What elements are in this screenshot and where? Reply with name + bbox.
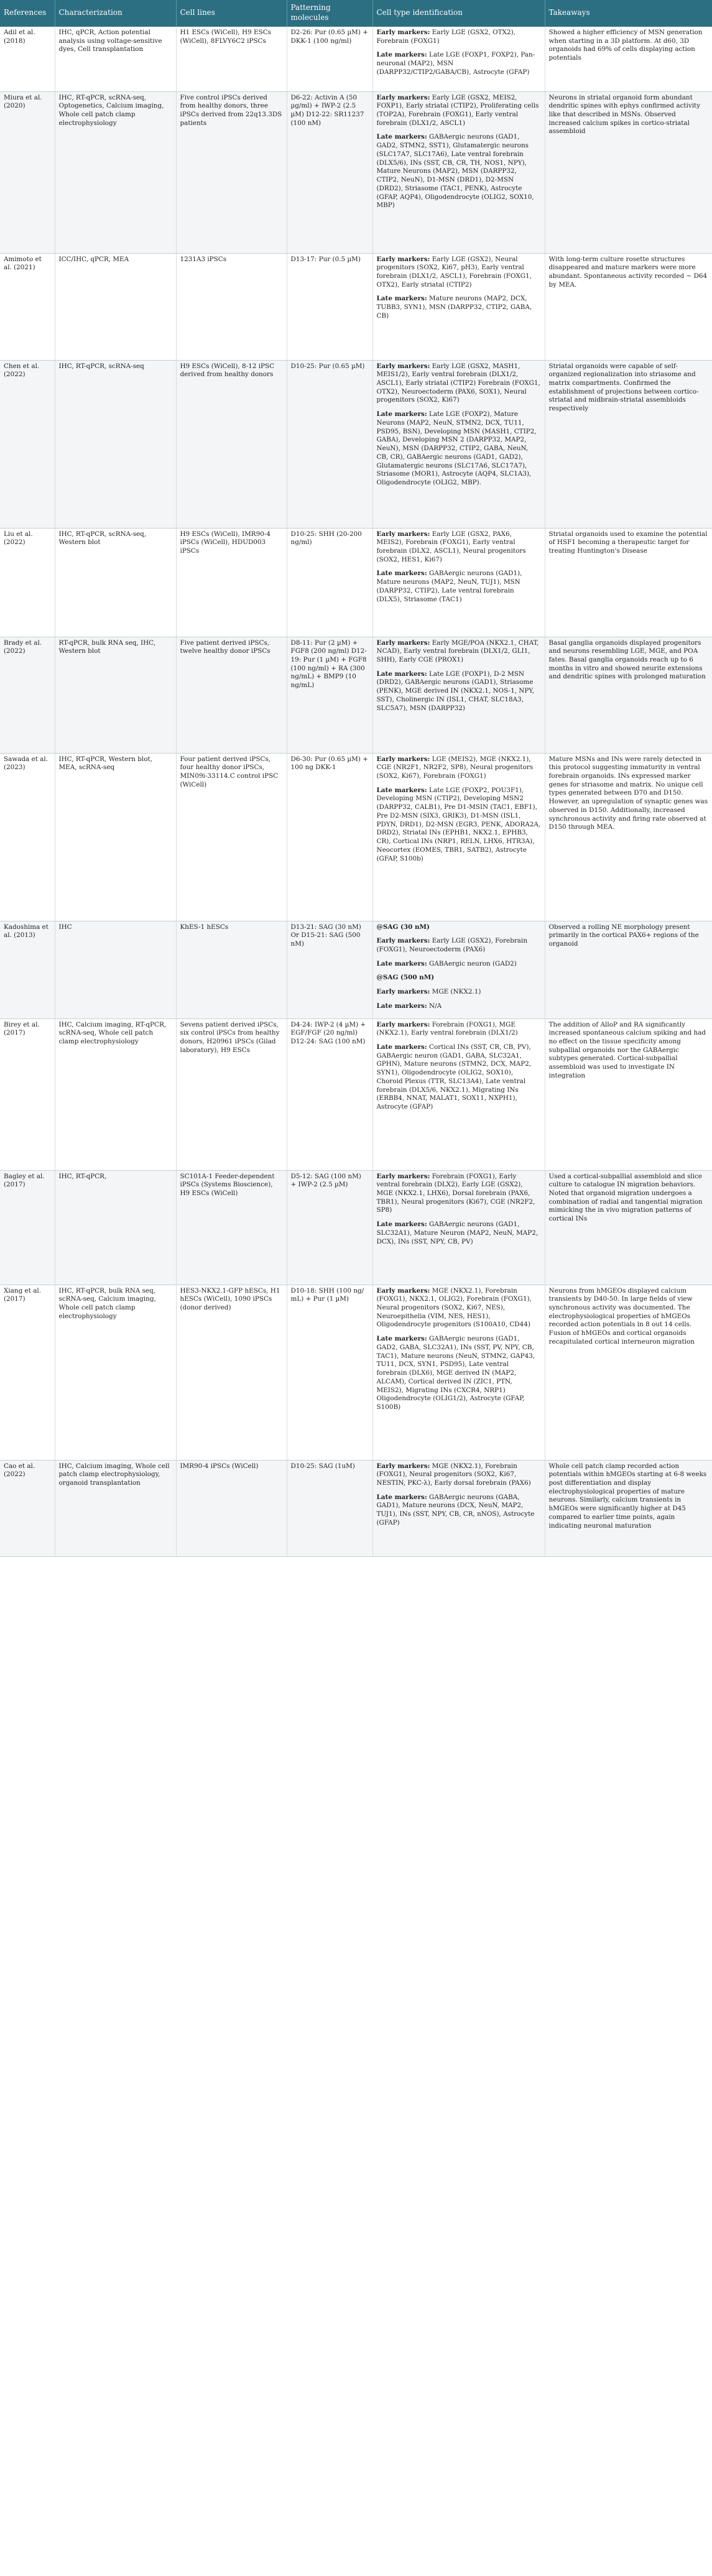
marker-label: Late markers:: [376, 1493, 427, 1501]
cell-type-cell: [372, 1170, 545, 1285]
reference-cell: Liu et al. (2022): [0, 528, 55, 637]
patterning-cell: D10-18: SHH (100 ng/ mL) + Pur (1 µM): [287, 1285, 372, 1460]
reference-cell: Amimoto et al. (2021): [0, 253, 55, 360]
marker-text: Early LGE (GSX2, OTX2), Forebrain (FOXG1): [376, 29, 516, 45]
takeaways-cell: Neurons from hMGEOs displayed calcium transients by D40-50. In large fields of view synchronous activity was documented. The electrophysiological properties of hMGEOs recorded action potentials in 8 out 14 cells. Fusion of hMGEOs and cortical organoids recapitulated cortical interneuron migration: [545, 1285, 712, 1460]
marker-paragraph: [377, 1002, 541, 1011]
marker-paragraph: [377, 295, 541, 320]
takeaways-cell: Mature MSNs and INs were rarely detected in this protocol suggesting immaturity in ventral forebrain organoids. INs expressed marker genes for striasome and matrix. No unique cell types generated between D70 and D150. However, an upregulation of synaptic genes was observed in D150. Additionally, increased synchronous activity and firing rate observed at D150 through MEA.: [545, 753, 712, 921]
table-body: [0, 27, 712, 1556]
characterization-cell: IHC, RT-qPCR, Western blot, MEA, scRNA-seq: [55, 753, 176, 921]
reference-cell: Chen et al. (2022): [0, 360, 55, 528]
marker-paragraph: [377, 1021, 541, 1038]
marker-paragraph: [377, 755, 541, 781]
patterning-cell: D5-12: SAG (100 nM) + IWP-2 (2.5 µM): [287, 1170, 372, 1285]
marker-paragraph: [377, 1493, 541, 1528]
reference-cell: Birey et al. (2017): [0, 1018, 55, 1170]
marker-label: Early markers:: [376, 988, 430, 996]
marker-text: Late LGE (FOXP2, POU3F1), Developing MSN (CTIP2), Developing MSN2 (DARPP32, CALB1), Pre D1-MSIN (TAC1, EBF1), Pre D2-MSN (SIX3, GRIK3), D1-MSN (ISL1, PDYN, DRD1), D2-MSN (EGR3, PENK, ADORA2A, DRD2), Striatal INs (EPHB1, NKX2.1, EPHB3, CR), Cortical INs (NRP1, RELN, LHX6, HTR3A), Neocortex (EOMES, TBR1, SATB2), Astrocyte (GFAP, S100b): [376, 786, 541, 862]
marker-text: Forebrain (FOXG1), Early ventral forebrain (DLX2), Early LGE (GSX2), MGE (NKX2.1, LHX6), Dorsal forebrain (PAX6, TBR1), Neural progenitors (Ki67), CGE (NR2F2, SP8): [376, 1172, 535, 1214]
marker-paragraph: [377, 1221, 541, 1246]
table-row: [0, 921, 712, 1018]
characterization-cell: RT-qPCR, bulk RNA seq, IHC, Western blot: [55, 637, 176, 753]
patterning-cell: D13-21: SAG (30 nM) Or D15-21: SAG (500 nM): [287, 921, 372, 1018]
marker-text: GABAergic neurons (GAD1, GAD2, STMN2, SST1), Glutamatergic neurons (SLC17A7, SLC17A6), Late ventral forebrain (DLX5/6), INs (SST, CB, CR, TH, NOS1, NPY), Mature Neurons (MAP2), MSN (DARPP32, CTIP2, NeuN), D1-MSN (DRD1), D2-MSN (DRD2), Striasome (TAC1, PENK), Astrocyte (GFAP, AQP4), Oligodendrocyte (OLIG2, SOX10, MBP): [376, 133, 534, 210]
takeaways-cell: Used a cortical-subpallial assembloid and slice culture to catalogue IN migration behaviors. Noted that organoid migration undergoes a combination of radial and tangential migration mimicking the in vivo migration patterns of cortical INs: [545, 1170, 712, 1285]
marker-paragraph: [377, 94, 541, 128]
reference-cell: Kadoshima et al. (2013): [0, 921, 55, 1018]
patterning-cell: D4-24: IWP-2 (4 µM) + EGF/FGF (20 ng/ml) D12-24: SAG (100 nM): [287, 1018, 372, 1170]
marker-label: Early markers:: [376, 639, 430, 647]
cell-lines-cell: H9 ESCs (WiCell), IMR90-4 iPSCs (WiCell), HDUD003 iPSCs: [176, 528, 287, 637]
header-cell-type-identification: Cell type identification: [372, 0, 545, 27]
cell-type-cell: [372, 1285, 545, 1460]
cell-type-cell: [372, 753, 545, 921]
characterization-cell: IHC, RT-qPCR, scRNA-seq: [55, 360, 176, 528]
marker-text: Early LGE (GSX2), Neural progenitors (SOX2, Ki67, pH3), Early ventral forebrain (DLX1/2, ASCL1), Forebrain (FOXG1, OTX2), Early striatal (CTIP2): [376, 255, 532, 289]
cell-lines-cell: KhES-1 hESCs: [176, 921, 287, 1018]
marker-paragraph: [377, 29, 541, 45]
marker-label: Late markers:: [376, 133, 427, 141]
marker-paragraph: [377, 787, 541, 864]
cell-lines-cell: IMR90-4 iPSCs (WiCell): [176, 1460, 287, 1556]
marker-text: GABAergic neurons (GAD1, GAD2, GABA, SLC32A1), INs (SST, PV, NPY, CB, TAC1), Mature neurons (NeuN, STMN2, GAP43, TU11, DCX, SYN1, PSD95), Late ventral forebrain (DLX6), MGE derived IN (MAP2, ALCAM), Cortical derived IN (ZIC1, PTN, MEIS2), Migrating INs (CXCR4, NRP1) Oligodendrocyte (OLIG1/2), Astrocyte (GFAP, S100B): [376, 1335, 535, 1411]
reference-cell: Cao et al. (2022): [0, 1460, 55, 1556]
marker-text: MGE (NKX2.1), Forebrain (FOXG1), Neural progenitors (SOX2, Ki67, NESTIN, PKC-λ), Early dorsal forebrain (PAX6): [376, 1462, 531, 1487]
marker-text: Early LGE (GSX2), Forebrain (FOXG1), Neuroectoderm (PAX6): [376, 937, 528, 953]
marker-paragraph: [377, 51, 541, 76]
marker-label: Early markers:: [376, 1020, 430, 1028]
table-row: [0, 528, 712, 637]
characterization-cell: ICC/IHC, qPCR, MEA: [55, 253, 176, 360]
cell-lines-cell: H9 ESCs (WiCell), 8-12 iPSC derived from healthy donors: [176, 360, 287, 528]
cell-type-cell: [372, 921, 545, 1018]
cell-lines-cell: SC101A-1 Feeder-dependent iPSCs (Systems Bioscience), H9 ESCs (WiCell): [176, 1170, 287, 1285]
marker-paragraph: [377, 1043, 541, 1112]
marker-text: Mature neurons (MAP2, DCX, TUBB3, SYN1), MSN (DARPP32, CTIP2, GABA, CB): [376, 295, 532, 320]
patterning-cell: D10-25: Pur (0.65 µM): [287, 360, 372, 528]
marker-text: Early LGE (GSX2, MEIS2, FOXP1), Early striatal (CTIP2), Proliferating cells (TOP2A), Forebrain (FOXG1), Early ventral forebrain (DLX1/2, ASCL1): [376, 93, 539, 127]
table-row: [0, 1170, 712, 1285]
takeaways-cell: Striatal organoids were capable of self-organized regionalization into striasome and matrix compartments. Confirmed the establishment of projections between cortico-striatal and midbrain-striatal assembloids respectively: [545, 360, 712, 528]
marker-paragraph: [377, 1287, 541, 1330]
characterization-cell: IHC, RT-qPCR,: [55, 1170, 176, 1285]
characterization-cell: IHC, RT-qPCR, scRNA-seq, Optogenetics, Calcium imaging, Whole cell patch clamp electrophysiology: [55, 91, 176, 253]
patterning-cell: D13-17: Pur (0.5 µM): [287, 253, 372, 360]
marker-label: Late markers:: [376, 1043, 427, 1051]
characterization-cell: IHC, RT-qPCR, bulk RNA seq, scRNA-seq, Calcium imaging, Whole cell patch clamp electrophysiology: [55, 1285, 176, 1460]
marker-label: Early markers:: [376, 755, 430, 763]
reference-cell: Miura et al. (2020): [0, 91, 55, 253]
marker-label: Late markers:: [376, 570, 427, 578]
cell-type-cell: [372, 360, 545, 528]
marker-text: Early MGE/POA (NKX2.1, CHAT, NCAD), Early ventral forebrain (DLX1/2, GLI1, SHH), Early CGE (PROX1): [376, 639, 539, 663]
reference-cell: Adil et al. (2018): [0, 27, 55, 91]
marker-text: Late LGE (FOXP2), Mature Neurons (MAP2, NeuN, STMN2, DCX, TU11, PSD95, BSN), Developing MSN (MASH1, CTIP2, GABA), Developing MSN 2 (DARPP32, MAP2, NeuN), MSN (DARPP32, CTIP2, GABA, NeuN, CB, CR), GABAergic neurons (GAD1, GAD2), Glutamatergic neurons (SLC17A6, SLC17A7), Striasome (MOR1), Astrocyte (AQP4, SLC1A3), Oligodendrocyte (OLIG2, MBP).: [376, 410, 537, 487]
patterning-cell: D6-30: Pur (0.65 µM) + 100 ng DKK-1: [287, 753, 372, 921]
marker-paragraph: [377, 1173, 541, 1216]
marker-text: LGE (MEIS2), MGE (NKX2.1), CGE (NR2F1, NR2F2, SP8), Neural progenitors (SOX2, Ki67), Forebrain (FOXG1): [376, 755, 534, 780]
table-row: [0, 253, 712, 360]
marker-paragraph: [377, 960, 541, 969]
reference-cell: Xiang et al. (2017): [0, 1285, 55, 1460]
marker-text: MGE (NKX2.1), Forebrain (FOXG1), NKX2.1, OLIG2), Forebrain (FOXG1), Neural progenitors (SOX2, Ki67, NES), Neuroepithelia (VIM, NES, HES1), Oligodendrocyte progenitors (S100A10, CD44): [376, 1286, 532, 1329]
takeaways-cell: Basal ganglia organoids displayed progenitors and neurons resembling LGE, MGE, and POA fates. Basal ganglia organoids reach up to 6 months in vitro and showed neurite extensions and dendritic spines with prolonged maturation: [545, 637, 712, 753]
marker-paragraph: [377, 410, 541, 487]
marker-paragraph: [377, 974, 541, 982]
marker-label: Late markers:: [376, 51, 427, 59]
takeaways-cell: Showed a higher efficiency of MSN generation when starting in a 3D platform. At d60, 3D organoids had 69% of cells displaying action potentials: [545, 27, 712, 91]
cell-type-cell: [372, 253, 545, 360]
marker-label: Late markers:: [376, 410, 427, 418]
marker-text: GABAergic neurons (GAD1, SLC32A1), Mature Neuron (MAP2, NeuN, MAP2, DCX), INs (SST, NPY, CB, PV): [376, 1221, 539, 1245]
marker-paragraph: [377, 923, 541, 932]
marker-paragraph: [377, 362, 541, 405]
marker-text: GABAergic neuron (GAD2): [427, 959, 517, 967]
reference-cell: Brady et al. (2022): [0, 637, 55, 753]
cell-lines-cell: HES3-NKX2.1-GFP hESCs, H1 hESCs (WiCell), 1090 iPSCs (donor derived): [176, 1285, 287, 1460]
marker-text: GABAergic neurons (GAD1), Mature neurons (MAP2, NeuN, TUJ1), MSN (DARPP32, CTIP2), Late ventral forebrain (DLX5), Striasome (TAC1): [376, 570, 522, 603]
marker-label: Early markers:: [376, 1462, 430, 1470]
cell-lines-cell: Five patient derived iPSCs, twelve healthy donor iPSCs: [176, 637, 287, 753]
characterization-cell: IHC, Calcium imaging, Whole cell patch clamp electrophysiology, organoid transplantation: [55, 1460, 176, 1556]
table-row: [0, 27, 712, 91]
marker-text: Cortical INs (SST, CR, CB, PV), GABAergic neuron (GAD1, GABA, SLC32A1, GPHN), Mature neurons (STMN2, DCX, MAP2, SYN1), Oligodendrocyte (OLIG2, SOX10), Choroid Plexus (TTR, SLC13A4), Late ventral forebrain (DLX5/6, NKX2.1), Migrating INs (ERBB4, NNAT, MALAT1, SOX11, NXPH1), Astrocyte (GFAP): [376, 1043, 532, 1111]
marker-label: Late markers:: [376, 670, 427, 678]
cell-type-cell: [372, 27, 545, 91]
marker-paragraph: [377, 256, 541, 290]
header-takeaways: Takeaways: [545, 0, 712, 27]
marker-paragraph: [377, 937, 541, 954]
takeaways-cell: Whole cell patch clamp recorded action potentials within hMGEOs starting at 6-8 weeks post differentiation and display electrophysiological properties of mature neurons. Similarly, calcium transients in hMGEOs were significantly higher at D45 compared to earlier time points, again indicating neuronal maturation: [545, 1460, 712, 1556]
takeaways-cell: Striatal organoids used to examine the potential of HSF1 becoming a therapeutic target for treating Huntington's Disease: [545, 528, 712, 637]
table-row: [0, 360, 712, 528]
cell-type-cell: [372, 1460, 545, 1556]
marker-label: Late markers:: [376, 959, 427, 967]
marker-label: Early markers:: [376, 530, 430, 538]
takeaways-cell: The addition of AlloP and RA significantly increased spontaneous calcium spiking and had no effect on the tissue specificity among subpallial organoids nor the GABAergic subtypes generated. Cortical-subpallial assembloid was used to investigate IN integration: [545, 1018, 712, 1170]
marker-label: Early markers:: [376, 29, 430, 36]
marker-paragraph: [377, 639, 541, 665]
takeaways-cell: Observed a rolling NE morphology present primarily in the cortical PAX6+ regions of the organoid: [545, 921, 712, 1018]
header-patterning-molecules: Patterning molecules: [287, 0, 372, 27]
takeaways-cell: With long-term culture rosette structures disappeared and mature markers were more abundant. Spontaneous activity recorded ~ D64 by MEA.: [545, 253, 712, 360]
marker-text: Late LGE (FOXP1), D-2 MSN (DRD2), GABAergic neurons (GAD1), Striasome (PENK), MGE derived IN (NKX2.1, NOS-1, NPY, SST), Cholinergic IN (ISL1, CHAT, SLC18A3, SLC5A7), MSN (DARPP32): [376, 670, 535, 712]
marker-label: Early markers:: [376, 1172, 430, 1180]
characterization-cell: IHC: [55, 921, 176, 1018]
table-row: [0, 1460, 712, 1556]
marker-label: Early markers:: [376, 362, 430, 370]
takeaways-cell: Neurons in striatal organoid form abundant dendritic spines with ephys confirmed activity like that described in MSNs. Observed increased calcium spikes in cortico-striatal assembloid: [545, 91, 712, 253]
cell-type-cell: [372, 91, 545, 253]
table-row: [0, 1018, 712, 1170]
table-row: [0, 637, 712, 753]
table-header-row: [0, 0, 712, 27]
marker-label: Late markers:: [376, 1002, 427, 1010]
cell-lines-cell: 1231A3 iPSCs: [176, 253, 287, 360]
characterization-cell: IHC, RT-qPCR, scRNA-seq, Western blot: [55, 528, 176, 637]
marker-label: Late markers:: [376, 786, 427, 794]
marker-text: Early LGE (GSX2, PAX6, MEIS2), Forebrain (FOXG1), Early ventral forebrain (DLX2, ASCL1), Neural progenitors (SOX2, HES1, Ki67): [376, 530, 526, 563]
marker-paragraph: [377, 670, 541, 713]
cell-lines-cell: Five control iPSCs derived from healthy donors, three iPSCs derived from 22q13.3DS patients: [176, 91, 287, 253]
patterning-cell: D6-22: Activin A (50 µg/ml) + IWP-2 (2.5 µM) D12-22: SR11237 (100 nM): [287, 91, 372, 253]
marker-paragraph: [377, 133, 541, 210]
marker-label: Late markers:: [376, 1221, 427, 1229]
marker-paragraph: [377, 988, 541, 997]
patterning-cell: D2-26: Pur (0.65 µM) + DKK-1 (100 ng/ml): [287, 27, 372, 91]
patterning-cell: D10-25: SHH (20-200 ng/ml): [287, 528, 372, 637]
marker-label: Late markers:: [376, 295, 427, 303]
marker-label: Late markers:: [376, 1335, 427, 1343]
header-characterization: Characterization: [55, 0, 176, 27]
cell-lines-cell: H1 ESCs (WiCell), H9 ESCs (WiCell), 8FLVY6C2 iPSCs: [176, 27, 287, 91]
marker-label: Early markers:: [376, 255, 430, 263]
cell-type-cell: [372, 528, 545, 637]
marker-text: Forebrain (FOXG1), MGE (NKX2.1), Early ventral forebrain (DLX1/2): [376, 1020, 518, 1037]
cell-type-cell: [372, 1018, 545, 1170]
marker-label: @SAG (30 nM): [376, 923, 430, 931]
reference-cell: Bagley et al. (2017): [0, 1170, 55, 1285]
marker-label: Early markers:: [376, 937, 430, 945]
header-cell-lines: Cell lines: [176, 0, 287, 27]
marker-text: Late LGE (FOXP1, FOXP2), Pan-neuronal (MAP2), MSN (DARPP32/CTIP2/GABA/CB), Astrocyte (GFAP): [376, 51, 535, 76]
patterning-cell: D10-25: SAG (1uM): [287, 1460, 372, 1556]
table-row: [0, 753, 712, 921]
header-references: References: [0, 0, 55, 27]
marker-paragraph: [377, 570, 541, 604]
cell-lines-cell: Four patient derived iPSCs, four healthy donor iPSCs, MIN09i-33114.C control iPSC (WiCell): [176, 753, 287, 921]
cell-lines-cell: Sevens patient derived iPSCs, six control iPSCs from healthy donors, H20961 iPSCs (Gilad laboratory), H9 ESCs: [176, 1018, 287, 1170]
patterning-cell: D8-11: Pur (2 µM) + FGF8 (200 ng/ml) D12-19: Pur (1 µM) + FGF8 (100 ng/ml) + RA (300 ng/mL) + BMP9 (10 ng/mL): [287, 637, 372, 753]
cell-type-cell: [372, 637, 545, 753]
marker-paragraph: [377, 1335, 541, 1412]
marker-paragraph: [377, 530, 541, 565]
marker-text: MGE (NKX2.1): [430, 988, 481, 996]
marker-label: @SAG (500 nM): [376, 974, 435, 982]
table-row: [0, 91, 712, 253]
reference-cell: Sawada et al. (2023): [0, 753, 55, 921]
marker-label: Early markers:: [376, 93, 430, 101]
characterization-cell: IHC, Calcium imaging, RT-qPCR, scRNA-seq, Whole cell patch clamp electrophysiology: [55, 1018, 176, 1170]
characterization-cell: IHC, qPCR, Action potential analysis using voltage-sensitive dyes, Cell transplantation: [55, 27, 176, 91]
marker-label: Early markers:: [376, 1286, 430, 1295]
marker-text: N/A: [427, 1002, 442, 1010]
marker-text: Early LGE (GSX2, MASH1, MEIS1/2), Early ventral forebrain (DLX1/2, ASCL1), Early striatal (CTIP2) Forebrain (FOXG1, OTX2), Neuroectoderm (PAX6, SOX1), Neural progenitors (SOX2, Ki67): [376, 362, 540, 404]
marker-text: GABAergic neurons (GABA, GAD1), Mature neurons (DCX, NeuN, MAP2, TUJ1), INs (SST, NPY, CB, CR, nNOS), Astrocyte (GFAP): [376, 1493, 535, 1526]
marker-paragraph: [377, 1462, 541, 1488]
table-row: [0, 1285, 712, 1460]
